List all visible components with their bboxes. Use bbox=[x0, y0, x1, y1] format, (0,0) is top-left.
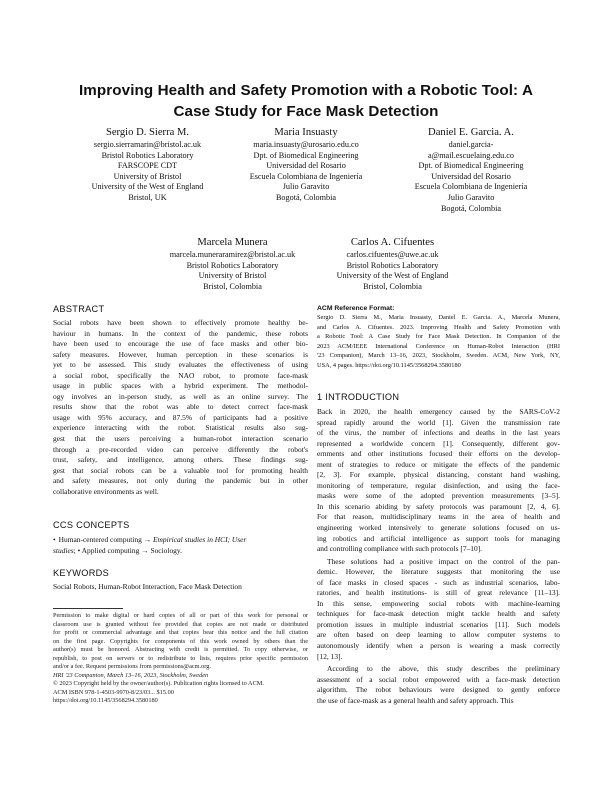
body-line: of face masks in closed spaces - such as industrial scenarios, labo- bbox=[317, 577, 560, 587]
abstract-line: usage in public spaces with a hybrid experiment. The methodol- bbox=[53, 381, 308, 391]
reference-line: '23 Companion), March 13–16, 2023, Stockholm, Sweden. ACM, New York, NY, bbox=[317, 352, 560, 359]
reference-line: a Robotic Tool: A Case Study for Face Mask Detection. In Companion of the bbox=[317, 333, 560, 340]
author-block-2 bbox=[226, 126, 386, 204]
isbn-line: ACM ISBN 978-1-4503-9970-8/23/03... $15.00 bbox=[53, 688, 174, 696]
abstract-line: through a pre-recorded video can perceive differently the robot's bbox=[53, 444, 308, 454]
author-name: Daniel E. Garcia. A. bbox=[428, 127, 514, 138]
body-line: ratories, and health institutions- is still of great relevance [11–13]. bbox=[317, 588, 560, 598]
body-line: [2, 3]. For example, physical distancing, constant hand washing, bbox=[317, 470, 560, 480]
abstract-line: ogy involves an in-person study, as well as an online survey. The bbox=[53, 391, 308, 401]
body-line: [12, 13]. bbox=[317, 651, 343, 661]
reference-body bbox=[317, 313, 560, 370]
permission-line: for profit or commercial advantage and that copies bear this notice and the full citation bbox=[53, 629, 308, 637]
body-line: For that reason, multidisciplinary teams in the area of health and bbox=[317, 512, 560, 522]
permission-line: and/or a fee. Request permissions from permissions@acm.org. bbox=[53, 663, 212, 671]
abstract-line: experience interacting with the robot. Statistical results also sug- bbox=[53, 423, 308, 433]
author-affiliation: Escuela Colombiana de Ingeniería bbox=[414, 182, 528, 192]
acm-reference bbox=[317, 304, 560, 370]
abstract-line: usage with 95% accuracy, and 87.5% of participants had a positive bbox=[53, 412, 308, 422]
abstract-line: gest that the users perceiving a human-robot interaction scenario bbox=[53, 434, 308, 444]
author-email: marcela.muneraramirez@bristol.ac.uk bbox=[169, 250, 296, 259]
body-line: In this scenario abiding by safety protocols was paramount [2, 4, 6]. bbox=[317, 501, 560, 511]
author-location: Bogotá, Colombia bbox=[440, 203, 502, 213]
keywords-heading: KEYWORDS bbox=[53, 568, 109, 578]
permission-notice bbox=[53, 612, 308, 706]
ccs-separator: ; • bbox=[73, 545, 82, 555]
introduction-heading: 1 INTRODUCTION bbox=[317, 392, 400, 402]
author-name: Maria Insuasty bbox=[274, 127, 338, 138]
ccs-heading: CCS CONCEPTS bbox=[53, 520, 130, 530]
body-line: ing robotics and artificial intelligence as support tools for managing bbox=[317, 533, 560, 543]
author-affiliation: Julio Garavito bbox=[447, 192, 495, 202]
abstract-line: yet to be assessed. This study evaluates the effectiveness of using bbox=[53, 360, 308, 370]
keywords-section bbox=[53, 568, 308, 593]
author-affiliation: University of Bristol bbox=[198, 271, 267, 281]
body-line: In this sense, empowering social robots with machine-learning bbox=[317, 598, 560, 608]
body-line: are often based on deep learning to allow computer systems to bbox=[317, 630, 560, 640]
ccs-section bbox=[53, 520, 308, 556]
author-block-3 bbox=[386, 126, 556, 214]
title-line-1: Improving Health and Safety Promotion with a Robotic Tool: A bbox=[78, 82, 534, 99]
body-line: These solutions had a positive impact on the control of the pan- bbox=[327, 556, 560, 566]
abstract-line: safety measures. However, human perception in these scenarios is bbox=[53, 349, 308, 359]
ccs-line-1 bbox=[53, 535, 308, 546]
body-line: the use of face-mask as a general health and safety approach. This bbox=[317, 695, 514, 705]
body-line: Back in 2020, the health emergency caused by the SARS-CoV-2 bbox=[317, 407, 560, 416]
paper-title bbox=[40, 80, 572, 122]
author-email: a@mail.escuelaing.edu.co bbox=[428, 150, 514, 160]
abstract-line: a social robot, specifically the NAO robot, to promote face-mask bbox=[53, 370, 308, 380]
abstract-line: collaborative environments as well. bbox=[53, 486, 159, 496]
introduction-section bbox=[317, 392, 560, 706]
intro-paragraph-2 bbox=[317, 557, 560, 662]
ccs-concept: Applied computing bbox=[81, 545, 140, 555]
body-line: demic. However, the literature suggests that monitoring the use bbox=[317, 567, 560, 577]
body-line: algorithm. The robot behaviours were designed to gently enforce bbox=[317, 685, 560, 695]
body-line: assessment of a social robot empowered with a face-mask detection bbox=[317, 674, 560, 684]
reference-heading: ACM Reference Format: bbox=[317, 305, 395, 312]
abstract-body bbox=[53, 318, 308, 497]
author-name: Marcela Munera bbox=[197, 237, 268, 248]
author-block-1 bbox=[60, 126, 235, 204]
author-location: Bogotá, Colombia bbox=[275, 192, 337, 202]
venue-line: HRI '23 Companion, March 13–16, 2023, Stockholm, Sweden bbox=[53, 671, 209, 679]
author-email: carlos.cifuentes@uwe.ac.uk bbox=[346, 250, 439, 259]
ccs-concept: → Empirical studies in HCI; User bbox=[141, 535, 247, 544]
abstract-line: results show that the robot was able to detect correct face-mask bbox=[53, 402, 308, 412]
author-name: Carlos A. Cifuentes bbox=[350, 237, 435, 248]
intro-paragraph-3 bbox=[317, 664, 560, 706]
doi-link[interactable]: https://doi.org/10.1145/3568294.3580180 bbox=[53, 697, 158, 705]
author-affiliation: Julio Garavito bbox=[282, 182, 330, 192]
body-line: represented a worldwide concern [1]. Consequently, different gov- bbox=[317, 438, 560, 448]
author-affiliation: Dpt. of Biomedical Engineering bbox=[418, 161, 524, 171]
author-affiliation: Bristol Robotics Laboratory bbox=[346, 260, 439, 270]
abstract-line: have been used to encourage the use of face masks and other bio- bbox=[53, 339, 308, 349]
body-line: autonomously identify when a person is wearing a mask correctly bbox=[317, 641, 560, 651]
author-affiliation: University of the West of England bbox=[91, 182, 204, 192]
author-email: maria.insuasty@urosario.edu.co bbox=[253, 140, 359, 149]
intro-paragraph-1 bbox=[317, 407, 560, 555]
author-location: Bristol, Colombia bbox=[363, 281, 422, 291]
abstract-line: Social robots have been shown to effectively promote healthy be- bbox=[53, 318, 308, 327]
body-line: of the virus, the number of infections and deaths in the last years bbox=[317, 428, 560, 438]
copyright-line: © 2023 Copyright held by the owner/author(s). Publication rights licensed to ACM. bbox=[53, 680, 264, 688]
permission-line: on the first page. Copyrights for components of this work owned by others than the bbox=[53, 637, 308, 645]
author-affiliation: Escuela Colombiana de Ingeniería bbox=[249, 171, 363, 181]
author-affiliation: Universidad del Rosario bbox=[431, 171, 511, 181]
keywords-text: Social Robots, Human-Robot Interaction, Face Mask Detection bbox=[53, 582, 242, 591]
body-line: According to the above, this study describes the preliminary bbox=[327, 664, 560, 674]
author-affiliation: Universidad del Rosario bbox=[266, 161, 346, 171]
author-block-5 bbox=[310, 236, 475, 292]
ccs-concept: → Sociology. bbox=[139, 545, 182, 555]
body-line: promotion issues in multiple industrial scenarios [11]. Such models bbox=[317, 619, 560, 629]
permission-line: author(s) must be honored. Abstracting with credit is permitted. To copy otherwise, or bbox=[53, 646, 308, 654]
author-affiliation: University of Bristol bbox=[113, 171, 182, 181]
permission-line: classroom use is granted without fee provided that copies are not made or distributed bbox=[53, 620, 308, 628]
title-line-2: Case Study for Face Mask Detection bbox=[173, 103, 439, 120]
body-line: ernments and other institutions focused their efforts on the develop- bbox=[317, 449, 560, 459]
reference-line: Sergio D. Sierra M., Maria Insuasty, Daniel E. Garcia. A., Marcela Munera, bbox=[317, 314, 560, 321]
footnote-rule bbox=[53, 608, 123, 609]
abstract-line: trust, safety, and intelligence, among others. These findings sug- bbox=[53, 455, 308, 465]
author-location: Bristol, Colombia bbox=[203, 281, 262, 291]
abstract-section bbox=[53, 304, 308, 497]
body-line: spread rapidly around the world [1]. Given the transmission rate bbox=[317, 417, 560, 427]
abstract-line: haviour in humans. In the context of the pandemic, these robots bbox=[53, 328, 308, 338]
author-location: Bristol, UK bbox=[128, 192, 167, 202]
author-affiliation: Bristol Robotics Laboratory bbox=[101, 150, 194, 160]
author-affiliation: FARSCOPE CDT bbox=[117, 161, 178, 171]
author-email: daniel.garcia- bbox=[448, 140, 494, 149]
author-affiliation: University of the West of England bbox=[336, 271, 449, 281]
body-line: ment of strategies to reduce or mitigate the effects of the pandemic bbox=[317, 459, 560, 469]
abstract-line: and safety measures, not only during the pandemic but in other bbox=[53, 476, 308, 486]
body-line: techniques for face-mask detection might tackle health and safety bbox=[317, 609, 560, 619]
body-line: engineering worked intensively to generate solutions focused on us- bbox=[317, 523, 560, 533]
abstract-line: gest that social robots can be a valuable tool for promoting health bbox=[53, 465, 308, 475]
abstract-heading: ABSTRACT bbox=[53, 304, 105, 314]
ccs-concept: studies bbox=[53, 545, 74, 555]
permission-line: republish, to post on servers or to redistribute to lists, requires prior specific permission bbox=[53, 654, 308, 662]
reference-line: USA, 4 pages. https://doi.org/10.1145/3568294.3580180 bbox=[317, 361, 461, 369]
author-affiliation: Dpt. of Biomedical Engineering bbox=[253, 150, 359, 160]
reference-line: 2023 ACM/IEEE International Conference on Human-Robot Interaction (HRI bbox=[317, 342, 560, 350]
author-block-4 bbox=[150, 236, 315, 292]
ccs-line-2 bbox=[53, 546, 308, 557]
body-line: monitoring of temperature, regular disinfection, and using the face- bbox=[317, 480, 560, 490]
author-email: sergio.sierramarin@bristol.ac.uk bbox=[93, 140, 202, 149]
body-line: masks were some of the adopted prevention measurements [3–5]. bbox=[317, 491, 560, 501]
body-line: and controlling compliance with such protocols [7–10]. bbox=[317, 544, 483, 554]
ccs-concept: Human-centered computing bbox=[58, 535, 142, 544]
permission-line: Permission to make digital or hard copies of all or part of this work for personal or bbox=[53, 612, 308, 619]
author-name: Sergio D. Sierra M. bbox=[105, 127, 190, 138]
reference-line: and Carlos A. Cifuentes. 2023. Improving Health and Safety Promotion with bbox=[317, 323, 560, 331]
author-affiliation: Bristol Robotics Laboratory bbox=[186, 260, 279, 270]
